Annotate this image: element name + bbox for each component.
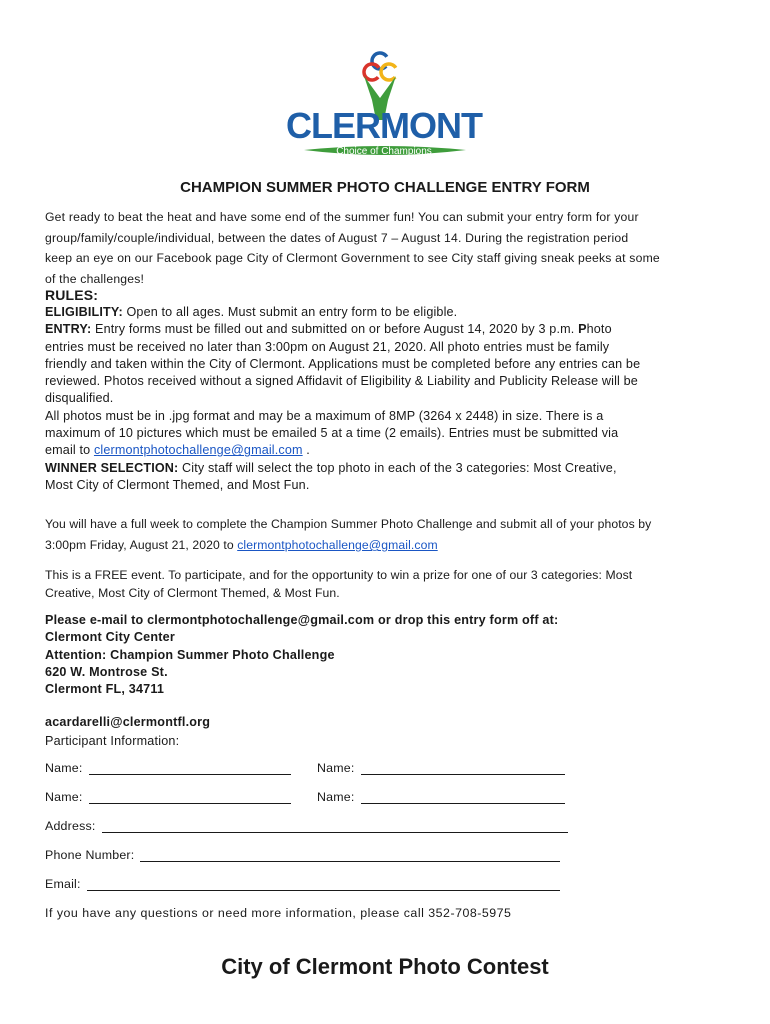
- name-label: Name:: [317, 761, 355, 775]
- intro-line: group/family/couple/individual, between the dates of August 7 – August 14. During the registration period: [45, 230, 629, 245]
- mail-line: Clermont City Center: [45, 630, 175, 645]
- name-label: Name:: [317, 790, 355, 804]
- mail-line: Clermont FL, 34711: [45, 682, 165, 697]
- form-title: CHAMPION SUMMER PHOTO CHALLENGE ENTRY FORM: [180, 179, 590, 196]
- email-label: Email:: [45, 877, 81, 891]
- name-label: Name:: [45, 761, 83, 775]
- photos-text-end: .: [302, 443, 310, 458]
- winner-text: City staff will select the top photo in each of the 3 categories: Most Creative,: [178, 460, 617, 475]
- entry-line: disqualified.: [45, 391, 114, 406]
- logo-wordmark: CLERMONT: [286, 105, 482, 146]
- challenge-email-link[interactable]: clermontphotochallenge@gmail.com: [237, 538, 438, 552]
- photos-line: All photos must be in .jpg format and may be a maximum of 8MP (3264 x 2448) in size. There is a: [45, 408, 604, 423]
- entry-rule: [45, 321, 735, 338]
- clermont-logo: [286, 46, 482, 164]
- challenge-email-link[interactable]: clermontphotochallenge@gmail.com: [93, 443, 303, 458]
- photos-line: maximum of 10 pictures which must be emailed 5 at a time (2 emails). Entries must be submitted via: [45, 426, 619, 441]
- photos-text: email to: [45, 443, 94, 458]
- name-label: Name:: [45, 790, 83, 804]
- entry-text: Entry forms must be filled out and submitted on or before August 14, 2020 by 3 p.m.: [91, 322, 579, 337]
- free-event-paragraph: [45, 566, 735, 602]
- name-input-line[interactable]: [361, 791, 565, 804]
- contact-email: acardarelli@clermontfl.org: [45, 715, 211, 729]
- photos-line: [45, 442, 735, 459]
- intro-paragraph: [45, 207, 735, 289]
- logo-tagline: Choice of Champions: [336, 146, 432, 157]
- winner-rule: [45, 460, 735, 477]
- phone-field[interactable]: [45, 848, 560, 862]
- name-input-line[interactable]: [89, 791, 291, 804]
- entry-line: entries must be received no later than 3:00pm on August 21, 2020. All photo entries must be family: [45, 339, 610, 354]
- intro-line: Get ready to beat the heat and have some end of the summer fun! You can submit your entry form for your: [45, 210, 639, 224]
- eligibility-text: Open to all ages. Must submit an entry form to be eligible.: [122, 305, 458, 319]
- phone-input-line[interactable]: [140, 849, 560, 862]
- name-field-2[interactable]: [317, 761, 565, 775]
- winner-line: Most City of Clermont Themed, and Most Fun.: [45, 477, 310, 492]
- address-label: Address:: [45, 819, 96, 833]
- participant-heading: Participant Information:: [45, 734, 180, 748]
- entry-label: ENTRY:: [45, 322, 92, 337]
- rules-section: [45, 286, 735, 494]
- intro-line: of the challenges!: [45, 271, 145, 286]
- name-input-line[interactable]: [361, 762, 565, 775]
- intro-line: keep an eye on our Facebook page City of Clermont Government to see City staff giving sneak peeks at some: [45, 251, 660, 265]
- mailing-instructions: [45, 612, 735, 698]
- address-input-line[interactable]: [102, 820, 568, 833]
- deadline-paragraph: [45, 514, 735, 556]
- address-field[interactable]: [45, 819, 568, 833]
- deadline-line: You will have a full week to complete the Champion Summer Photo Challenge and submit all of your photos by: [45, 517, 652, 531]
- mail-line: Please e-mail to clermontphotochallenge@gmail.com or drop this entry form off at:: [45, 613, 559, 627]
- name-field-1[interactable]: [45, 761, 291, 775]
- email-field[interactable]: [45, 877, 560, 891]
- free-event-line: Creative, Most City of Clermont Themed, & Most Fun.: [45, 586, 340, 600]
- deadline-text: 3:00pm Friday, August 21, 2020 to: [45, 538, 238, 552]
- phone-label: Phone Number:: [45, 848, 135, 862]
- winner-label: WINNER SELECTION:: [45, 460, 179, 475]
- email-input-line[interactable]: [87, 878, 560, 891]
- entry-bold-letter: P: [578, 322, 587, 337]
- contest-title: City of Clermont Photo Contest: [221, 954, 549, 979]
- eligibility-label: ELIGIBILITY:: [45, 305, 123, 319]
- questions-note: If you have any questions or need more information, please call 352-708-5975: [45, 906, 512, 920]
- entry-text-end: hoto: [586, 322, 612, 337]
- entry-line: friendly and taken within the City of Clermont. Applications must be completed before any entries can be: [45, 356, 641, 371]
- entry-line: reviewed. Photos received without a signed Affidavit of Eligibility & Liability and Publicity Release will be: [45, 374, 638, 389]
- mail-line: Attention: Champion Summer Photo Challenge: [45, 647, 335, 662]
- rules-heading: RULES:: [45, 287, 99, 303]
- name-field-4[interactable]: [317, 790, 565, 804]
- name-field-3[interactable]: [45, 790, 291, 804]
- mail-line: 620 W. Montrose St.: [45, 664, 168, 679]
- name-input-line[interactable]: [89, 762, 291, 775]
- deadline-line: [45, 535, 735, 556]
- clermont-logo-graphic: [286, 46, 482, 164]
- eligibility-rule: [45, 304, 735, 321]
- free-event-line: This is a FREE event. To participate, and for the opportunity to win a prize for one of our 3 categories: Most: [45, 568, 633, 582]
